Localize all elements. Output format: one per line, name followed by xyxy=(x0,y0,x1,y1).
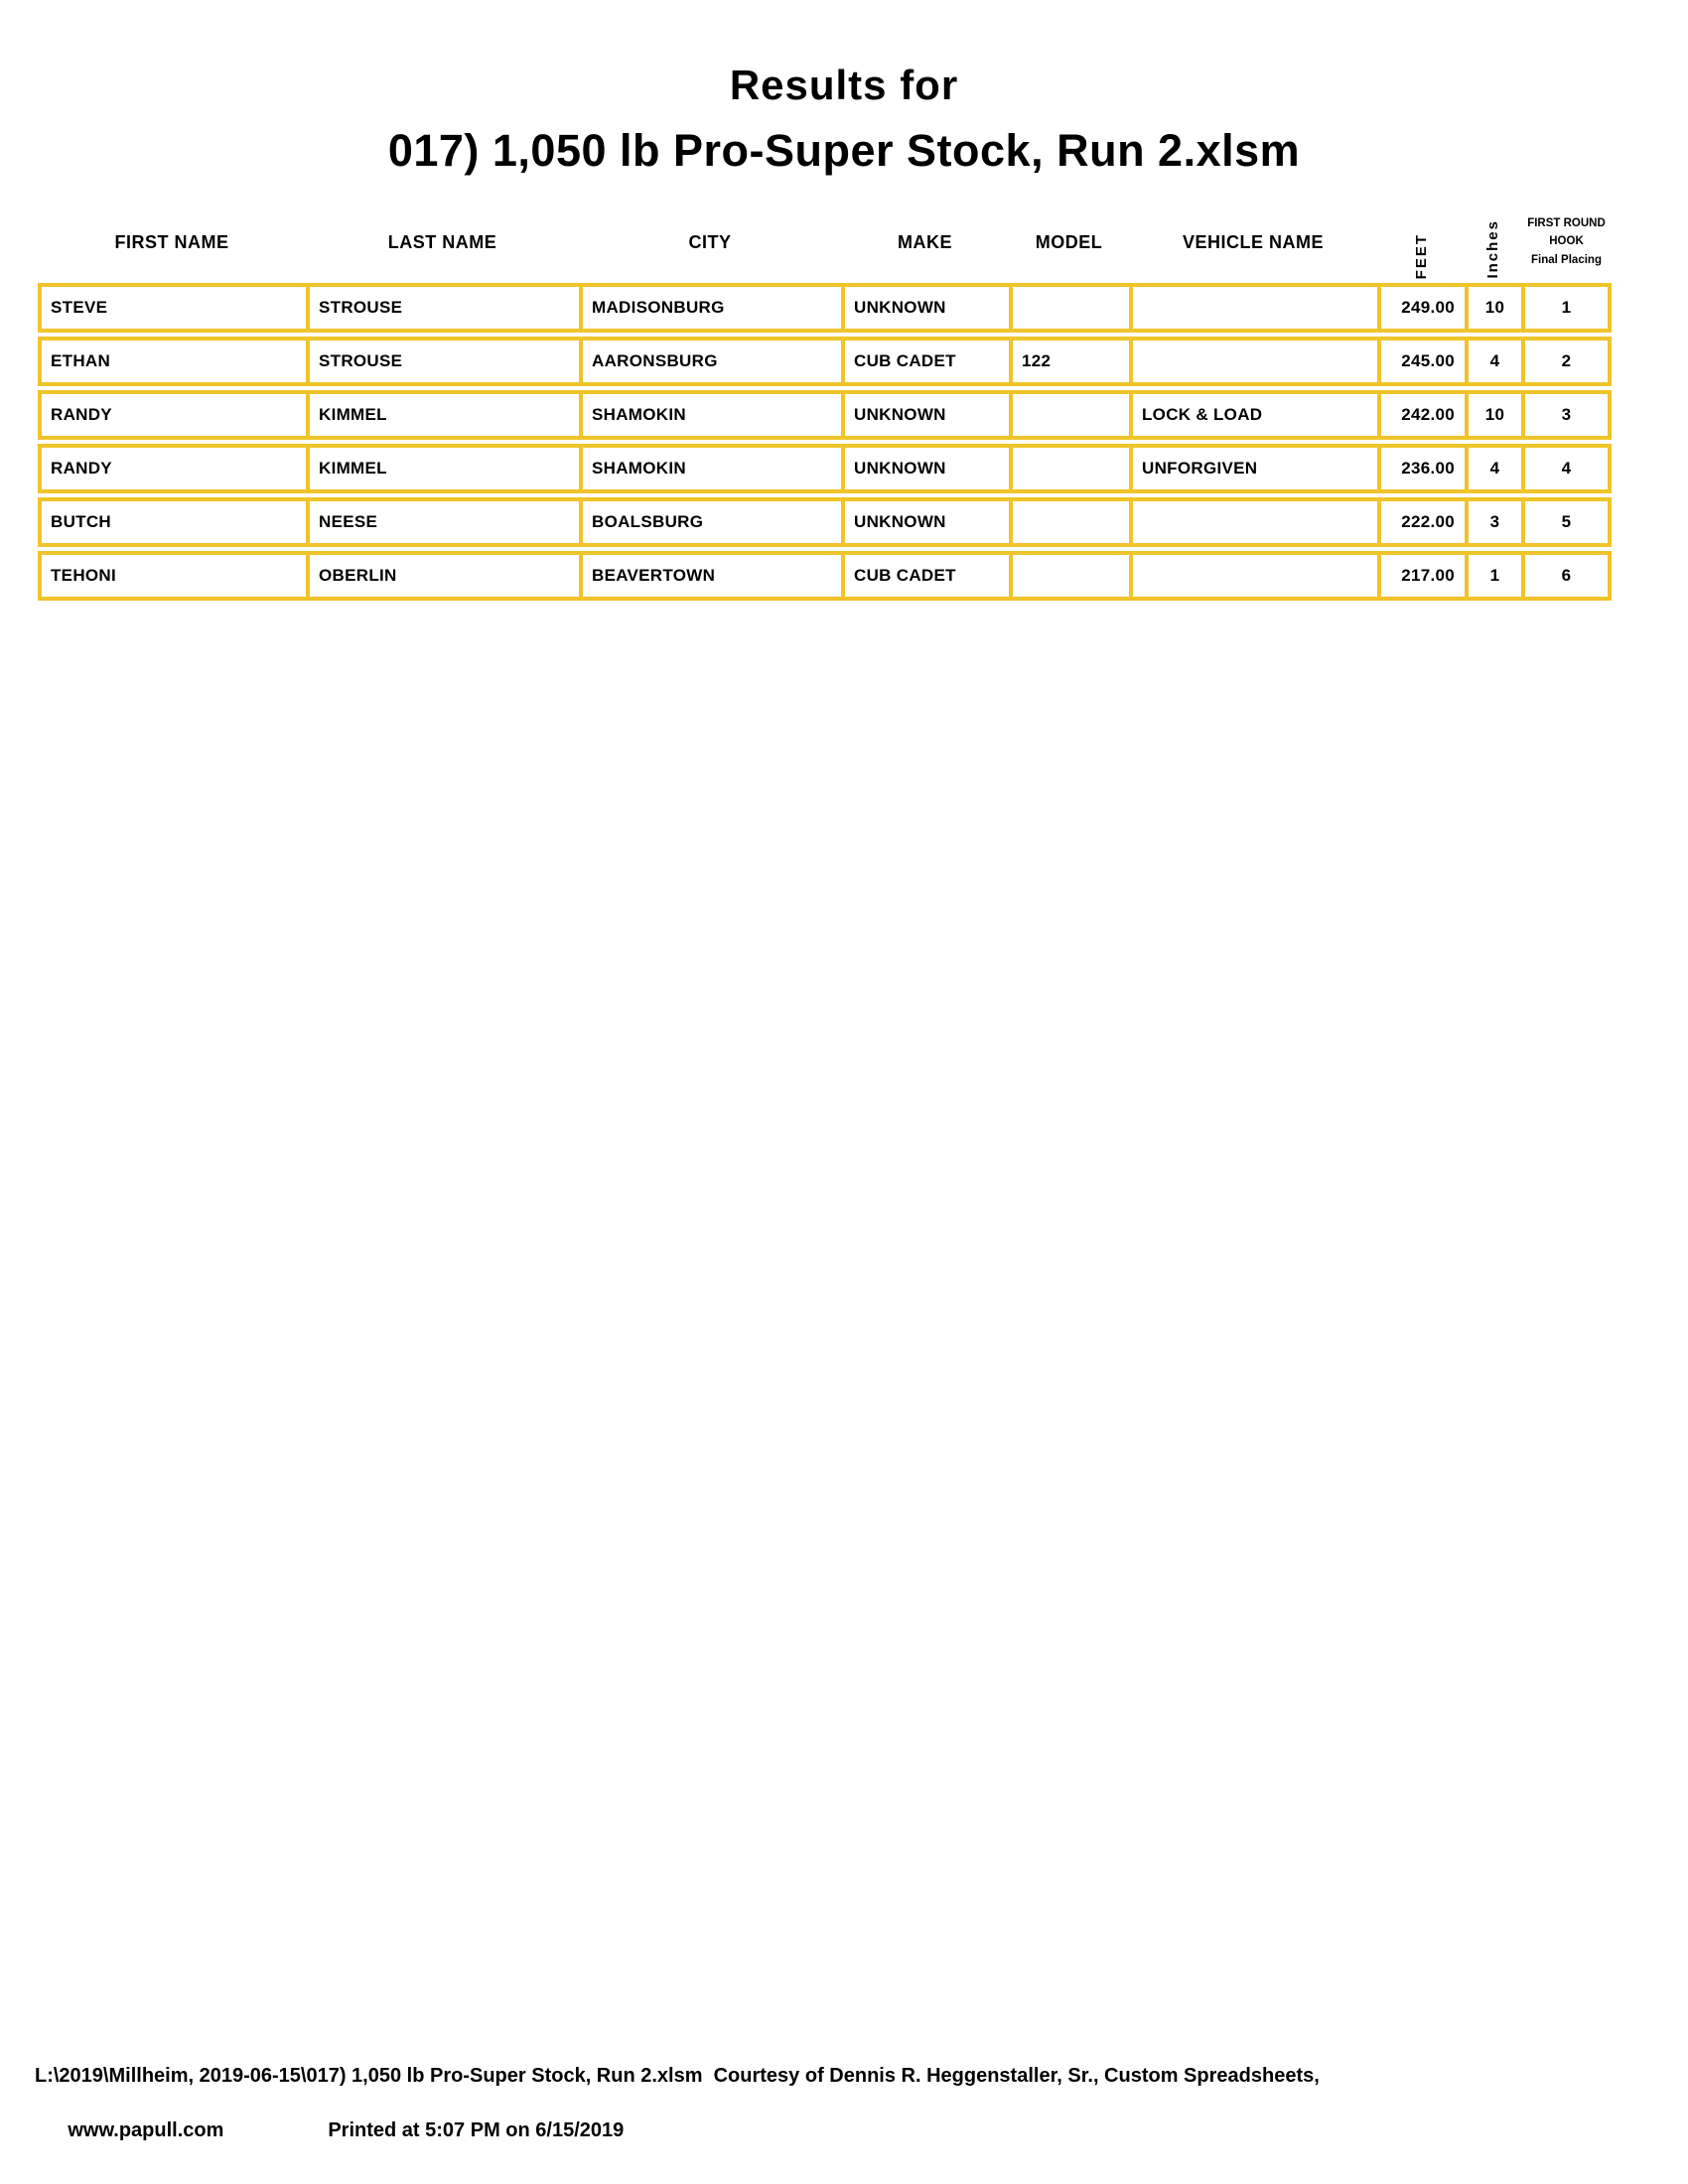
table-header-row xyxy=(38,189,1612,283)
cell-make: UNKNOWN xyxy=(845,394,1013,436)
column-header-line: Final Placing xyxy=(1531,253,1602,266)
cell-model xyxy=(1013,501,1133,543)
cell-vehicle-name: LOCK & LOAD xyxy=(1133,394,1381,436)
cell-last-name: STROUSE xyxy=(310,341,583,382)
cell-city: MADISONBURG xyxy=(583,287,845,329)
footer-file-path: L:\2019\Millheim, 2019-06-15\017) 1,050 lb Pro-Super Stock, Run 2.xlsm Courtesy of Dennis R. Heggenstaller, Sr., Custom Spreadsheets, xyxy=(35,2065,1320,2087)
cell-make: UNKNOWN xyxy=(845,287,1013,329)
cell-make: CUB CADET xyxy=(845,555,1013,597)
cell-city: AARONSBURG xyxy=(583,341,845,382)
footer-printed-timestamp: Printed at 5:07 PM on 6/15/2019 xyxy=(328,2119,625,2141)
cell-feet: 236.00 xyxy=(1381,448,1469,489)
column-header-label-multiline xyxy=(1527,214,1606,269)
cell-placing: 5 xyxy=(1561,512,1572,531)
table-row xyxy=(38,337,1612,386)
cell-inches: 4 xyxy=(1469,448,1525,489)
cell-placing: 3 xyxy=(1561,405,1572,424)
column-header-model xyxy=(1009,189,1129,283)
cell-first-name: RANDY xyxy=(42,394,310,436)
cell-feet: 217.00 xyxy=(1381,555,1469,597)
cell-feet: 245.00 xyxy=(1381,341,1469,382)
column-header-feet xyxy=(1377,189,1465,283)
cell-make: UNKNOWN xyxy=(845,448,1013,489)
cell-model xyxy=(1013,555,1133,597)
cell-inches: 4 xyxy=(1469,341,1525,382)
cell-feet: 242.00 xyxy=(1381,394,1469,436)
cell-last-name: NEESE xyxy=(310,501,583,543)
cell-vehicle-name: UNFORGIVEN xyxy=(1133,448,1381,489)
page-title xyxy=(0,62,1688,177)
column-header-label: MODEL xyxy=(1035,232,1103,252)
cell-placing: 6 xyxy=(1561,566,1572,585)
cell-last-name: KIMMEL xyxy=(310,448,583,489)
footer-print-info xyxy=(35,2097,1320,2165)
cell-last-name: KIMMEL xyxy=(310,394,583,436)
column-header-label-rotated: FEET xyxy=(1412,232,1430,279)
column-header-city xyxy=(579,189,841,283)
column-header-label: MAKE xyxy=(898,232,952,252)
cell-vehicle-name xyxy=(1133,341,1381,382)
table-row xyxy=(38,390,1612,440)
column-header-line: HOOK xyxy=(1549,235,1584,248)
column-header-make xyxy=(841,189,1009,283)
cell-vehicle-name xyxy=(1133,555,1381,597)
cell-first-name: RANDY xyxy=(42,448,310,489)
column-header-placing xyxy=(1521,189,1612,283)
cell-inches: 1 xyxy=(1469,555,1525,597)
cell-inches: 10 xyxy=(1469,287,1525,329)
cell-last-name: OBERLIN xyxy=(310,555,583,597)
cell-inches: 10 xyxy=(1469,394,1525,436)
cell-city: SHAMOKIN xyxy=(583,448,845,489)
cell-inches: 3 xyxy=(1469,501,1525,543)
column-header-label: LAST NAME xyxy=(387,232,497,252)
table-row xyxy=(38,551,1612,601)
cell-placing: 4 xyxy=(1561,459,1572,478)
cell-first-name: ETHAN xyxy=(42,341,310,382)
cell-make: UNKNOWN xyxy=(845,501,1013,543)
cell-last-name: STROUSE xyxy=(310,287,583,329)
cell-make: CUB CADET xyxy=(845,341,1013,382)
cell-feet: 249.00 xyxy=(1381,287,1469,329)
cell-city: BEAVERTOWN xyxy=(583,555,845,597)
column-header-line: FIRST ROUND xyxy=(1527,216,1606,229)
cell-model xyxy=(1013,394,1133,436)
cell-model xyxy=(1013,287,1133,329)
column-header-label: CITY xyxy=(688,232,732,252)
cell-city: SHAMOKIN xyxy=(583,394,845,436)
cell-first-name: STEVE xyxy=(42,287,310,329)
table-row xyxy=(38,444,1612,493)
cell-feet: 222.00 xyxy=(1381,501,1469,543)
column-header-label: FIRST NAME xyxy=(114,232,229,252)
column-header-last-name xyxy=(306,189,579,283)
cell-first-name: BUTCH xyxy=(42,501,310,543)
cell-placing: 2 xyxy=(1561,351,1572,370)
results-rows xyxy=(38,283,1612,605)
column-header-label-rotated: Inches xyxy=(1484,219,1501,279)
page-footer xyxy=(35,2065,1320,2165)
page-title-line1: Results for xyxy=(729,62,959,108)
cell-model xyxy=(1013,448,1133,489)
footer-website: www.papull.com xyxy=(68,2119,224,2141)
column-header-label: VEHICLE NAME xyxy=(1182,232,1324,252)
cell-model: 122 xyxy=(1013,341,1133,382)
cell-city: BOALSBURG xyxy=(583,501,845,543)
column-header-vehicle-name xyxy=(1129,189,1377,283)
cell-placing: 1 xyxy=(1561,298,1572,317)
cell-vehicle-name xyxy=(1133,287,1381,329)
table-row xyxy=(38,283,1612,333)
cell-vehicle-name xyxy=(1133,501,1381,543)
page-title-line2: 017) 1,050 lb Pro-Super Stock, Run 2.xlsm xyxy=(387,125,1301,176)
cell-first-name: TEHONI xyxy=(42,555,310,597)
table-row xyxy=(38,497,1612,547)
column-header-inches xyxy=(1465,189,1521,283)
column-header-first-name xyxy=(38,189,306,283)
